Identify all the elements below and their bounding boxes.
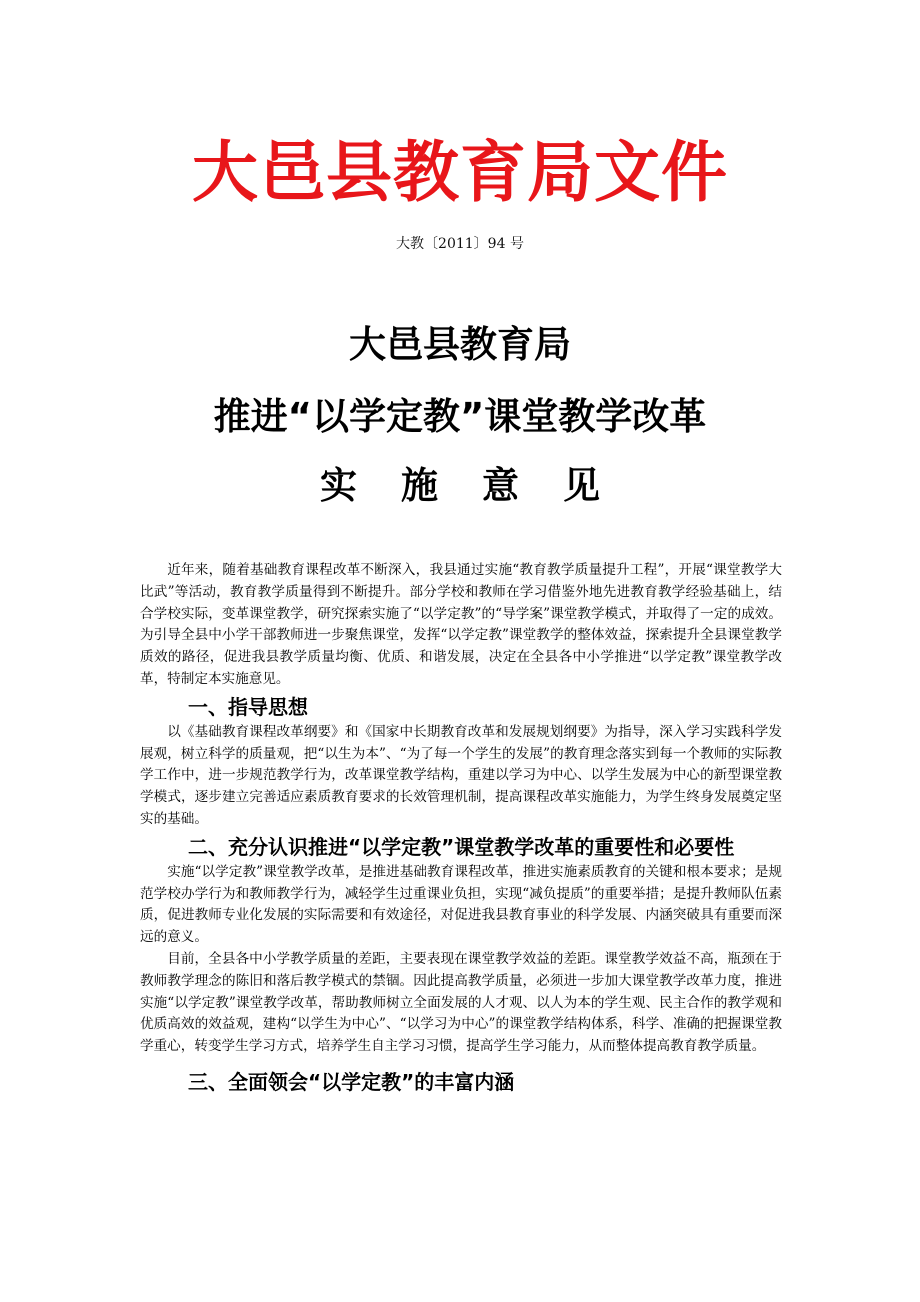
section-3-heading: 三、全面领会“以学定教”的丰富内涵: [188, 1069, 515, 1094]
title-char: 意: [482, 464, 519, 507]
title-line-1: 大邑县教育局: [349, 323, 571, 366]
title-char: 见: [563, 464, 600, 507]
section-1-paragraph: 以《基础教育课程改革纲要》和《国家中长期教育改革和发展规划纲要》为指导，深入学习实践科学发展观，树立科学的质量观，把“以生为本”、“为了每一个学生的发展”的教育理念落实到每一个教师的实际教学工作中，进一步规范教学行为，改革课堂教学结构，重建以学习为中心、以学生发展为中心的新型课堂教学模式，逐步建立完善适应素质教育要求的长效管理机制，提高课程改革实施能力，为学生终身发展奠定坚实的基础。: [140, 723, 782, 827]
section-2-heading: 二、充分认识推进“以学定教”课堂教学改革的重要性和必要性: [188, 834, 735, 859]
document-number: 大教〔2011〕94 号: [396, 236, 524, 252]
issuer-red-header: 大邑县教育局文件: [192, 134, 728, 211]
section-2-paragraph-1: 实施“以学定教”课堂教学改革，是推进基础教育课程改革，推进实施素质教育的关键和根本要求；是规范学校办学行为和教师教学行为，减轻学生过重课业负担，实现“减负提质”的重要举措；是提升教师队伍素质，促进教师专业化发展的实际需要和有效途径，对促进我县教育事业的科学发展、内涵突破具有重要而深远的意义。: [140, 863, 782, 946]
title-char: 实: [320, 464, 357, 507]
title-char: 施: [401, 464, 438, 507]
intro-paragraph: 近年来，随着基础教育课程改革不断深入，我县通过实施“教育教学质量提升工程”，开展“课堂教学大比武”等活动，教育教学质量得到不断提升。部分学校和教师在学习借鉴外地先进教育教学经验基础上，结合学校实际，变革课堂教学，研究探索实施了“以学定教”的“导学案”课堂教学模式，并取得了一定的成效。为引导全县中小学干部教师进一步聚焦课堂，发挥“以学定教”课堂教学的整体效益，探索提升全县课堂教学质效的路径，促进我县教学质量均衡、优质、和谐发展，决定在全县各中小学推进“以学定教”课堂教学改革，特制定本实施意见。: [140, 562, 782, 687]
document-body: [140, 560, 782, 1097]
title-line-2: 推进“以学定教”课堂教学改革: [213, 395, 707, 438]
title-line-3: [0, 455, 920, 509]
section-1-heading: 一、指导思想: [188, 694, 308, 719]
section-2-paragraph-2: 目前，全县各中小学教学质量的差距，主要表现在课堂教学效益的差距。课堂教学效益不高，瓶颈在于教师教学理念的陈旧和落后教学模式的禁锢。因此提高教学质量，必须进一步加大课堂教学改革力度，推进实施“以学定教”课堂教学改革，帮助教师树立全面发展的人才观、以人为本的学生观、民主合作的教学观和优质高效的效益观，建构“以学生为中心”、“以学习为中心”的课堂教学结构体系，科学、准确的把握课堂教学重心，转变学生学习方式，培养学生自主学习习惯，提高学生学习能力，从而整体提高教育教学质量。: [140, 950, 782, 1055]
